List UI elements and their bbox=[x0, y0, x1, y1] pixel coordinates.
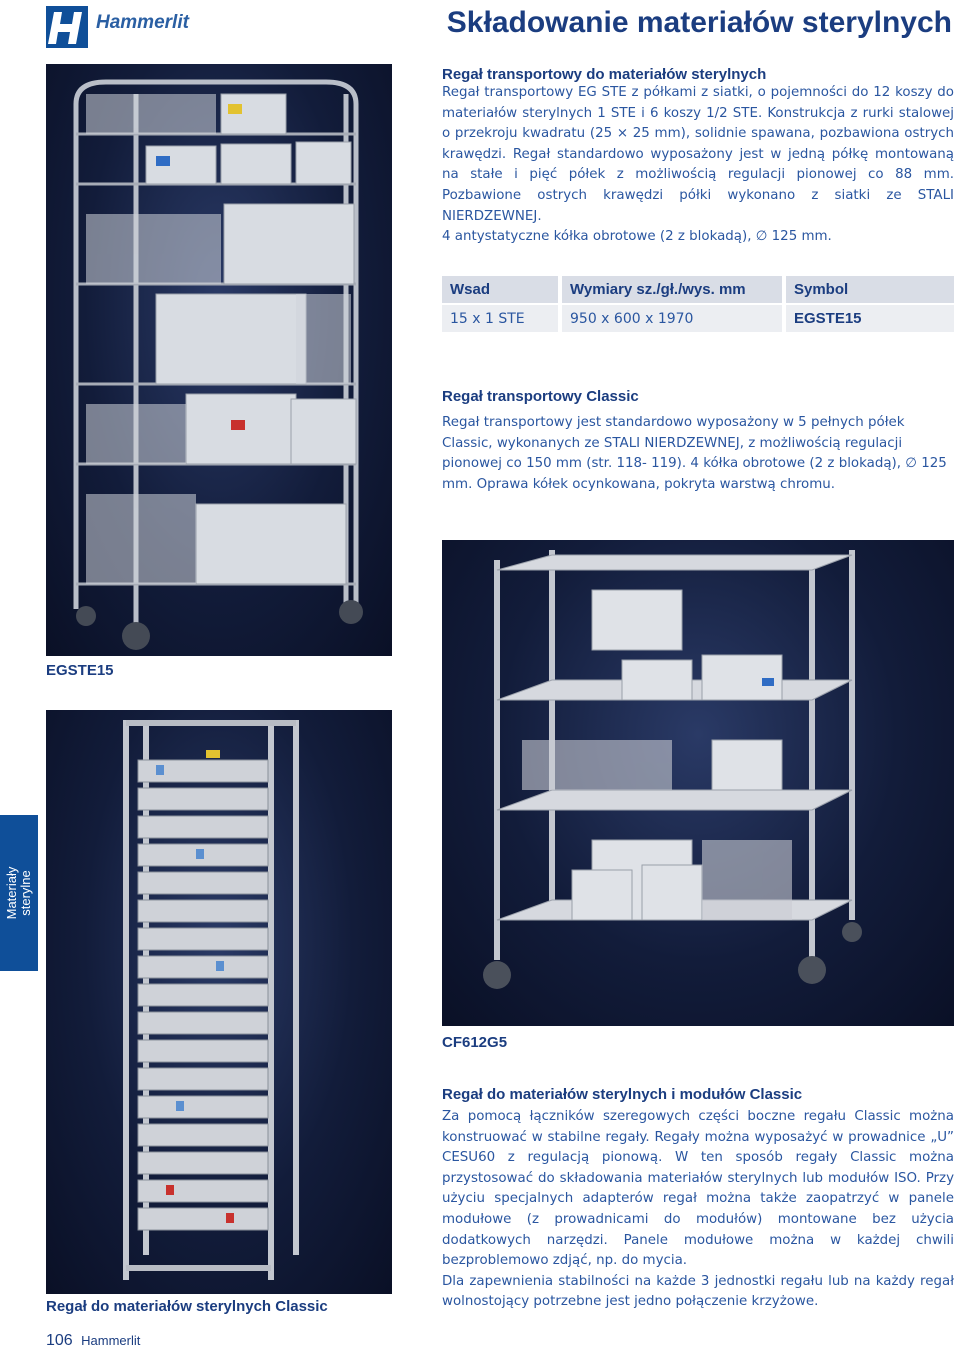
photo-classic-storage-rack bbox=[46, 710, 392, 1294]
section-heading: Regał do materiałów sterylnych i modułów Classic bbox=[442, 1086, 803, 1103]
caption-cf612g5: CF612G5 bbox=[442, 1034, 508, 1051]
page-footer bbox=[46, 1332, 140, 1350]
column-header: Symbol bbox=[784, 276, 954, 304]
photo-egste15-cart bbox=[46, 64, 392, 656]
table-cell: 950 x 600 x 1970 bbox=[560, 304, 784, 332]
logo-h-icon bbox=[46, 6, 88, 48]
column-header: Wymiary sz./gł./wys. mm bbox=[560, 276, 784, 304]
photo-cf612g5-cart bbox=[442, 540, 954, 1026]
section-egste15 bbox=[442, 66, 954, 248]
table-cell-symbol: EGSTE15 bbox=[784, 304, 954, 332]
table-cell: 15 x 1 STE bbox=[442, 304, 560, 332]
section-classic-storage bbox=[442, 1086, 954, 1313]
side-section-tab bbox=[0, 815, 38, 971]
page-number: 106 bbox=[46, 1332, 73, 1349]
section-classic-cart bbox=[442, 388, 954, 495]
section-heading: Regał transportowy do materiałów sterylnych bbox=[442, 66, 767, 83]
brand-logo bbox=[46, 6, 246, 48]
section-body-stability: Dla zapewnienia stabilności na każde 3 jednostki regału lub na każdy regał wolnostojący potrzebne jest jedno połączenie krzyżowe. bbox=[442, 1273, 954, 1310]
footer-brand: Hammerlit bbox=[81, 1333, 141, 1348]
column-header: Wsad bbox=[442, 276, 560, 304]
spec-table bbox=[442, 276, 954, 332]
section-body-wheels: 4 antystatyczne kółka obrotowe (2 z blokadą), ∅ 125 mm. bbox=[442, 229, 832, 245]
table-header-row bbox=[442, 276, 954, 304]
section-body: Za pomocą łączników szeregowych części boczne regału Classic można konstruować w stabilne regały. Regały można wyposażyć w prowadnice „U” CESU60 z regulacją pionową. W ten sposób regały Classic można przystosować do składowania materiałów sterylnych lub modułów ISO. Przy użyciu specjalnych adapterów regał można także zaopatrzyć w panele modułowe (z prowadnicami do modułów) montowane bez użycia dodatkowych narzędzi. Panele modułowe można w każdej chwili bezproblemowo zdjąć, np. do mycia. bbox=[442, 1109, 954, 1269]
caption-classic-rack: Regał do materiałów sterylnych Classic bbox=[46, 1298, 328, 1315]
logo-brand-text: Hammerlit bbox=[96, 12, 189, 33]
section-body: Regał transportowy EG STE z półkami z siatki, o pojemności do 12 koszy do materiałów sterylnych 1 STE i 6 koszy 1/2 STE. Konstrukcja z rurki stalowej o przekroju kwadratu (25 × 25 mm), solidnie spawana, pozbawiona ostrych krawędzi. Regał standardowo wyposażony jest w jedną półkę montowaną na stałe i pięć półek z możliwością regulacji pionowej co 88 mm. Pozbawione ostrych krawędzi półki wykonano z siatki ze STALI NIERDZEWNEJ. bbox=[442, 85, 954, 224]
caption-egste15: EGSTE15 bbox=[46, 662, 114, 679]
table-row bbox=[442, 304, 954, 332]
section-heading: Regał transportowy Classic bbox=[442, 388, 639, 405]
page-title: Składowanie materiałów sterylnych bbox=[446, 6, 952, 39]
section-body: Regał transportowy jest standardowo wyposażony w 5 pełnych półek Classic, wykonanych ze STALI NIERDZEWNEJ, z możliwością regulacji pionowej co 150 mm (str. 118- 119). 4 kółka obrotowe (2 z blokadą), ∅ 125 mm. Oprawa kółek ocynkowana, pokryta warstwą chromu. bbox=[442, 415, 947, 492]
side-tab-label: Materiały sterylne bbox=[4, 866, 33, 920]
